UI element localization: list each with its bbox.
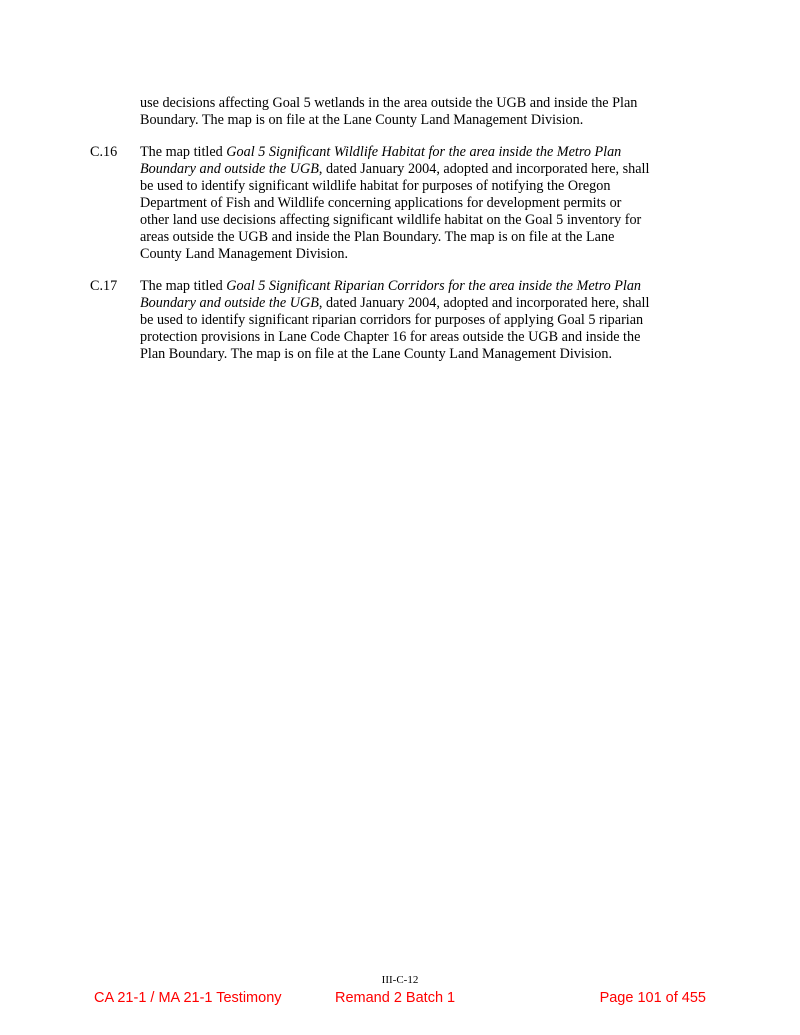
footer-page-count: Page 101 of 455 <box>599 990 706 1006</box>
provision-number: C.16 <box>90 144 118 160</box>
testimony-footer <box>0 988 800 1008</box>
continued-paragraph <box>140 95 710 129</box>
paragraph-line: The map titled Goal 5 Significant Wildlife Habitat for the area inside the Metro Plan <box>140 144 622 160</box>
footer-case-label: CA 21-1 / MA 21-1 Testimony <box>94 990 282 1006</box>
page-number: III-C-12 <box>381 974 419 986</box>
paragraph-line: Plan Boundary. The map is on file at the Lane County Land Management Division. <box>140 346 613 362</box>
paragraph-line: County Land Management Division. <box>140 246 349 262</box>
paragraph-line: Department of Fish and Wildlife concerning applications for development permits or <box>140 195 622 211</box>
map-title: Goal 5 Significant Riparian Corridors for the area inside the Metro Plan <box>226 278 642 294</box>
provision-number: C.17 <box>90 278 118 294</box>
provision-text <box>140 278 710 363</box>
paragraph-line: areas outside the UGB and inside the Plan Boundary. The map is on file at the Lane <box>140 229 615 245</box>
paragraph-line: The map titled Goal 5 Significant Riparian Corridors for the area inside the Metro Plan <box>140 278 642 294</box>
paragraph-line: other land use decisions affecting significant wildlife habitat on the Goal 5 inventory for <box>140 212 642 228</box>
paragraph-line: be used to identify significant wildlife habitat for purposes of notifying the Oregon <box>140 178 611 194</box>
paragraph-line: Boundary. The map is on file at the Lane County Land Management Division. <box>140 112 584 128</box>
paragraph-line: use decisions affecting Goal 5 wetlands in the area outside the UGB and inside the Plan <box>140 95 638 111</box>
footer-batch-label: Remand 2 Batch 1 <box>335 990 456 1006</box>
paragraph-line: protection provisions in Lane Code Chapter 16 for areas outside the UGB and inside the <box>140 329 641 345</box>
map-title: Boundary and outside the UGB <box>140 161 319 177</box>
map-title: Boundary and outside the UGB <box>140 295 319 311</box>
map-title: Goal 5 Significant Wildlife Habitat for the area inside the Metro Plan <box>226 144 622 160</box>
provision-c16 <box>90 144 710 263</box>
paragraph-line: be used to identify significant riparian corridors for purposes of applying Goal 5 riparian <box>140 312 644 328</box>
document-body <box>90 95 710 378</box>
provision-c17 <box>90 278 710 363</box>
paragraph-line: Boundary and outside the UGB, dated January 2004, adopted and incorporated here, shall <box>140 295 650 311</box>
paragraph-line: Boundary and outside the UGB, dated January 2004, adopted and incorporated here, shall <box>140 161 650 177</box>
provision-text <box>140 144 710 263</box>
